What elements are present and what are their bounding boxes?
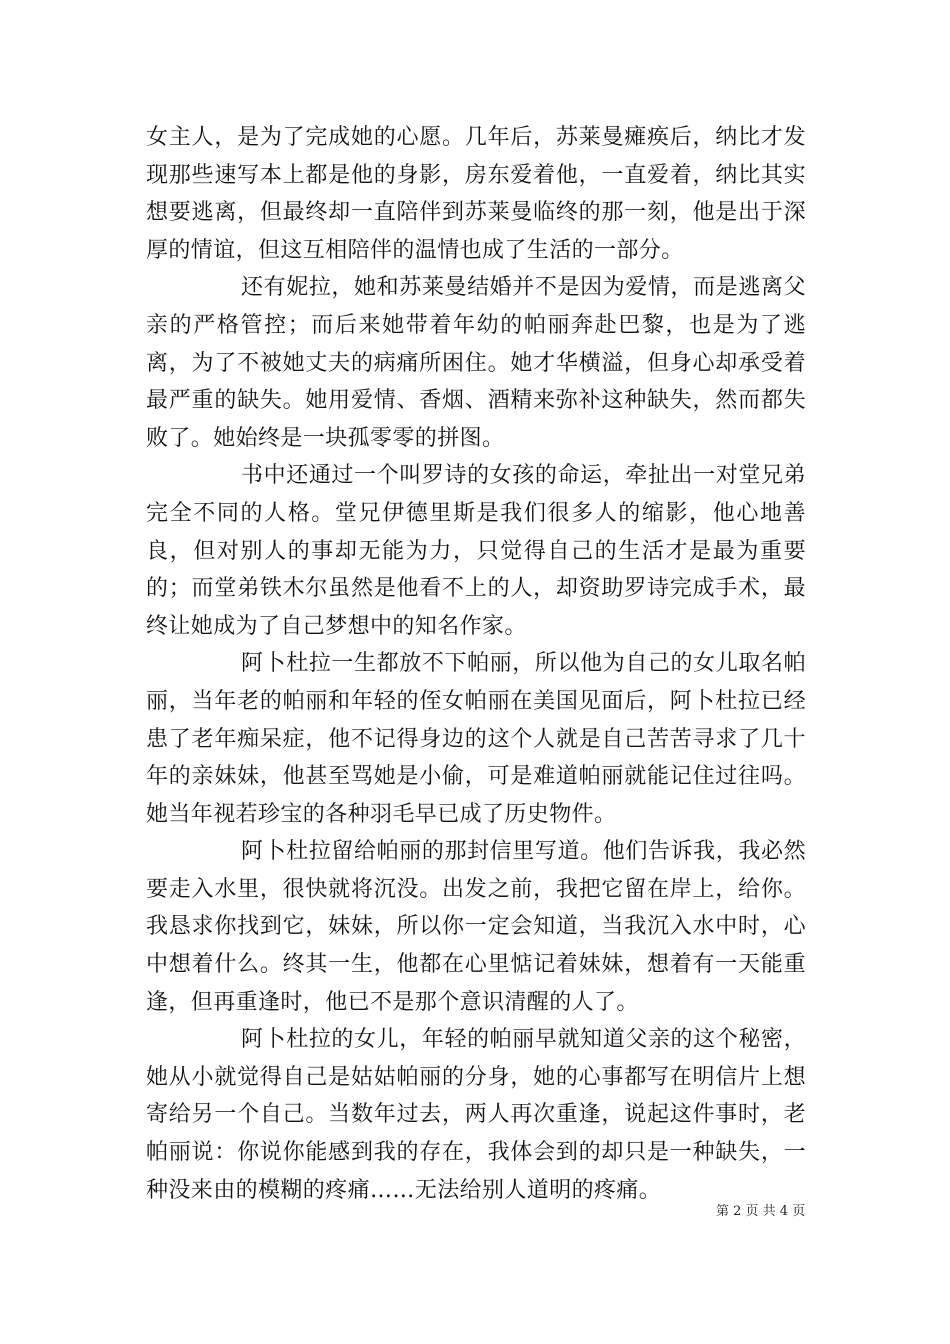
paragraph-3: 书中还通过一个叫罗诗的女孩的命运，牵扯出一对堂兄弟完全不同的人格。堂兄伊德里斯是我们很多人的缩影，他心地善良，但对别人的事却无能为力，只觉得自己的生活才是最为重要的；而堂弟铁木尔虽然是他看不上的人，却资助罗诗完成手术，最终让她成为了自己梦想中的知名作家。 <box>146 463 806 639</box>
paragraph-5: 阿卜杜拉留给帕丽的那封信里写道。他们告诉我，我必然要走入水里，很快就将沉没。出发之前，我把它留在岸上，给你。我恳求你找到它，妹妹，所以你一定会知道，当我沉入水中时，心中想着什么。终其一生，他都在心里惦记着妹妹，想着有一天能重逢，但再重逢时，他已不是那个意识清醒的人了。 <box>146 839 806 1015</box>
paragraph-4: 阿卜杜拉一生都放不下帕丽，所以他为自己的女儿取名帕丽，当年老的帕丽和年轻的侄女帕丽在美国见面后，阿卜杜拉已经患了老年痴呆症，他不记得身边的这个人就是自己苦苦寻求了几十年的亲妹妹，他甚至骂她是小偷，可是难道帕丽就能记住过往吗。她当年视若珍宝的各种羽毛早已成了历史物件。 <box>146 651 806 827</box>
paragraph-6: 阿卜杜拉的女儿，年轻的帕丽早就知道父亲的这个秘密，她从小就觉得自己是姑姑帕丽的分身，她的心事都写在明信片上想寄给另一个自己。当数年过去，两人再次重逢，说起这件事时，老帕丽说：你说你能感到我的存在，我体会到的却只是一种缺失，一种没来由的模糊的疼痛……无法给别人道明的疼痛。 <box>146 1027 806 1203</box>
page-number-footer: 第 2 页 共 4 页 <box>716 1204 806 1219</box>
paragraph-1: 女主人，是为了完成她的心愿。几年后，苏莱曼瘫痪后，纳比才发现那些速写本上都是他的身影，房东爱着他，一直爱着，纳比其实想要逃离，但最终却一直陪伴到苏莱曼临终的那一刻，他是出于深厚的情谊，但这互相陪伴的温情也成了生活的一部分。 <box>146 125 806 263</box>
document-body <box>146 119 806 1209</box>
paragraph-2: 还有妮拉，她和苏莱曼结婚并不是因为爱情，而是逃离父亲的严格管控；而后来她带着年幼的帕丽奔赴巴黎，也是为了逃离，为了不被她丈夫的病痛所困住。她才华横溢，但身心却承受着最严重的缺失。她用爱情、香烟、酒精来弥补这种缺失，然而都失败了。她始终是一块孤零零的拼图。 <box>146 275 806 451</box>
